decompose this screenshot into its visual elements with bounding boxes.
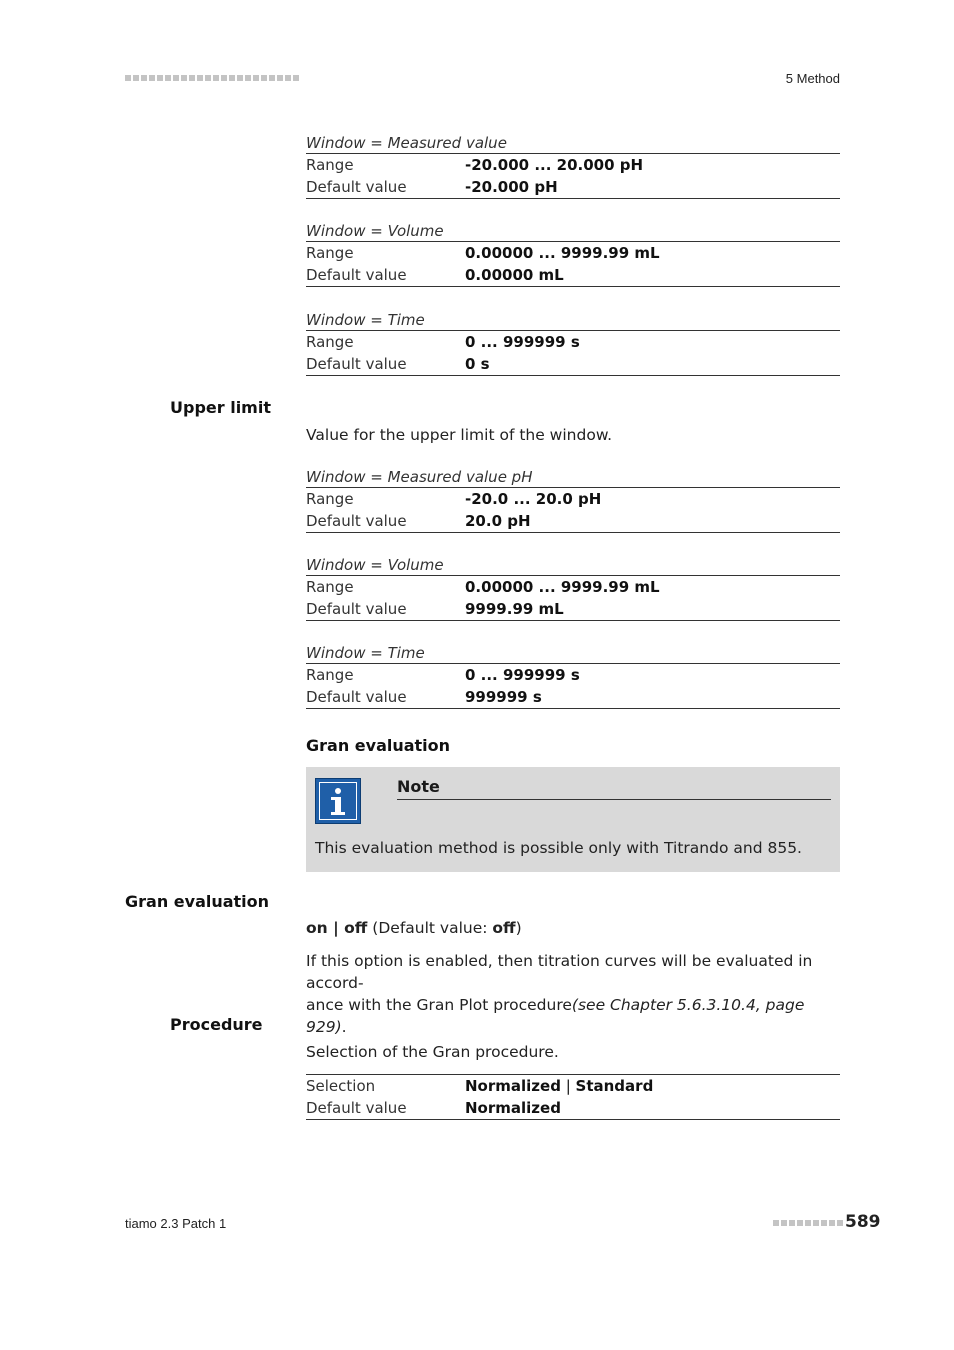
param-table <box>306 467 840 533</box>
info-icon <box>315 778 361 824</box>
param-table <box>306 133 840 199</box>
row-value: 9999.99 mL <box>465 600 564 618</box>
header-section: 5 Method <box>785 71 840 86</box>
note-text: This evaluation method is possible only with Titrando and 855. <box>315 839 802 857</box>
gran-options <box>306 917 840 939</box>
row-label: Range <box>306 156 354 174</box>
default-value: off <box>492 919 516 937</box>
selection-separator: | <box>560 1077 576 1095</box>
row-label: Range <box>306 666 354 684</box>
row-value: 0 ... 999999 s <box>465 333 580 351</box>
row-label: Default value <box>306 512 407 530</box>
row-label: Range <box>306 333 354 351</box>
row-value: 0.00000 ... 9999.99 mL <box>465 244 660 262</box>
param-title-upper-limit: Upper limit <box>170 398 271 417</box>
table-caption: Window = Measured value pH <box>306 467 840 488</box>
option-off: off <box>344 919 368 937</box>
desc-text: ance with the Gran Plot procedure <box>306 996 572 1014</box>
selection-standard: Standard <box>575 1077 654 1095</box>
table-caption: Window = Volume <box>306 555 840 576</box>
note-title: Note <box>397 777 831 800</box>
row-label: Default value <box>306 355 407 373</box>
header-decoration <box>125 75 299 81</box>
procedure-table <box>306 1074 840 1120</box>
row-label: Default value <box>306 178 407 196</box>
param-title-procedure: Procedure <box>170 1015 263 1034</box>
param-table <box>306 643 840 709</box>
row-label: Range <box>306 244 354 262</box>
selection-normalized: Normalized <box>465 1077 561 1095</box>
row-label: Range <box>306 578 354 596</box>
param-title-gran-evaluation: Gran evaluation <box>125 892 270 911</box>
table-caption: Window = Time <box>306 643 840 664</box>
row-value: 20.0 pH <box>465 512 531 530</box>
default-suffix: ) <box>515 919 522 937</box>
row-value: -20.000 ... 20.000 pH <box>465 156 644 174</box>
param-table <box>306 310 840 376</box>
desc-end: . <box>341 1018 347 1036</box>
row-value: -20.000 pH <box>465 178 558 196</box>
row-label: Default value <box>306 266 407 284</box>
param-table <box>306 555 840 621</box>
row-label: Selection <box>306 1077 376 1095</box>
chapter-reference-link[interactable]: (see Chapter 5.6.3.10.4, page 929) <box>306 996 805 1036</box>
page-number: 589 <box>845 1212 881 1232</box>
row-value: 0 ... 999999 s <box>465 666 580 684</box>
param-table <box>306 221 840 287</box>
table-caption: Window = Time <box>306 310 840 331</box>
footer-decoration <box>773 1220 843 1226</box>
row-value: 0.00000 ... 9999.99 mL <box>465 578 660 596</box>
note-box <box>306 767 840 872</box>
row-label: Default value <box>306 1099 407 1117</box>
row-label: Range <box>306 490 354 508</box>
row-label: Default value <box>306 600 407 618</box>
default-prefix: (Default value: <box>367 919 493 937</box>
section-heading: Gran evaluation <box>306 736 451 755</box>
row-value: 0 s <box>465 355 490 373</box>
gran-description-line1: If this option is enabled, then titration curves will be evaluated in accord- <box>306 952 813 992</box>
row-value: 999999 s <box>465 688 542 706</box>
row-value: -20.0 ... 20.0 pH <box>465 490 602 508</box>
table-caption: Window = Volume <box>306 221 840 242</box>
procedure-description: Selection of the Gran procedure. <box>306 1043 559 1061</box>
option-separator: | <box>327 919 345 937</box>
row-value: Normalized <box>465 1099 561 1117</box>
upper-limit-description: Value for the upper limit of the window. <box>306 426 612 444</box>
table-caption: Window = Measured value <box>306 133 840 154</box>
row-label: Default value <box>306 688 407 706</box>
row-value: 0.00000 mL <box>465 266 564 284</box>
gran-description <box>306 950 840 1038</box>
option-on: on <box>306 919 328 937</box>
footer-product: tiamo 2.3 Patch 1 <box>125 1216 227 1231</box>
row-value <box>465 1075 653 1097</box>
gran-description-line2 <box>306 994 840 1038</box>
